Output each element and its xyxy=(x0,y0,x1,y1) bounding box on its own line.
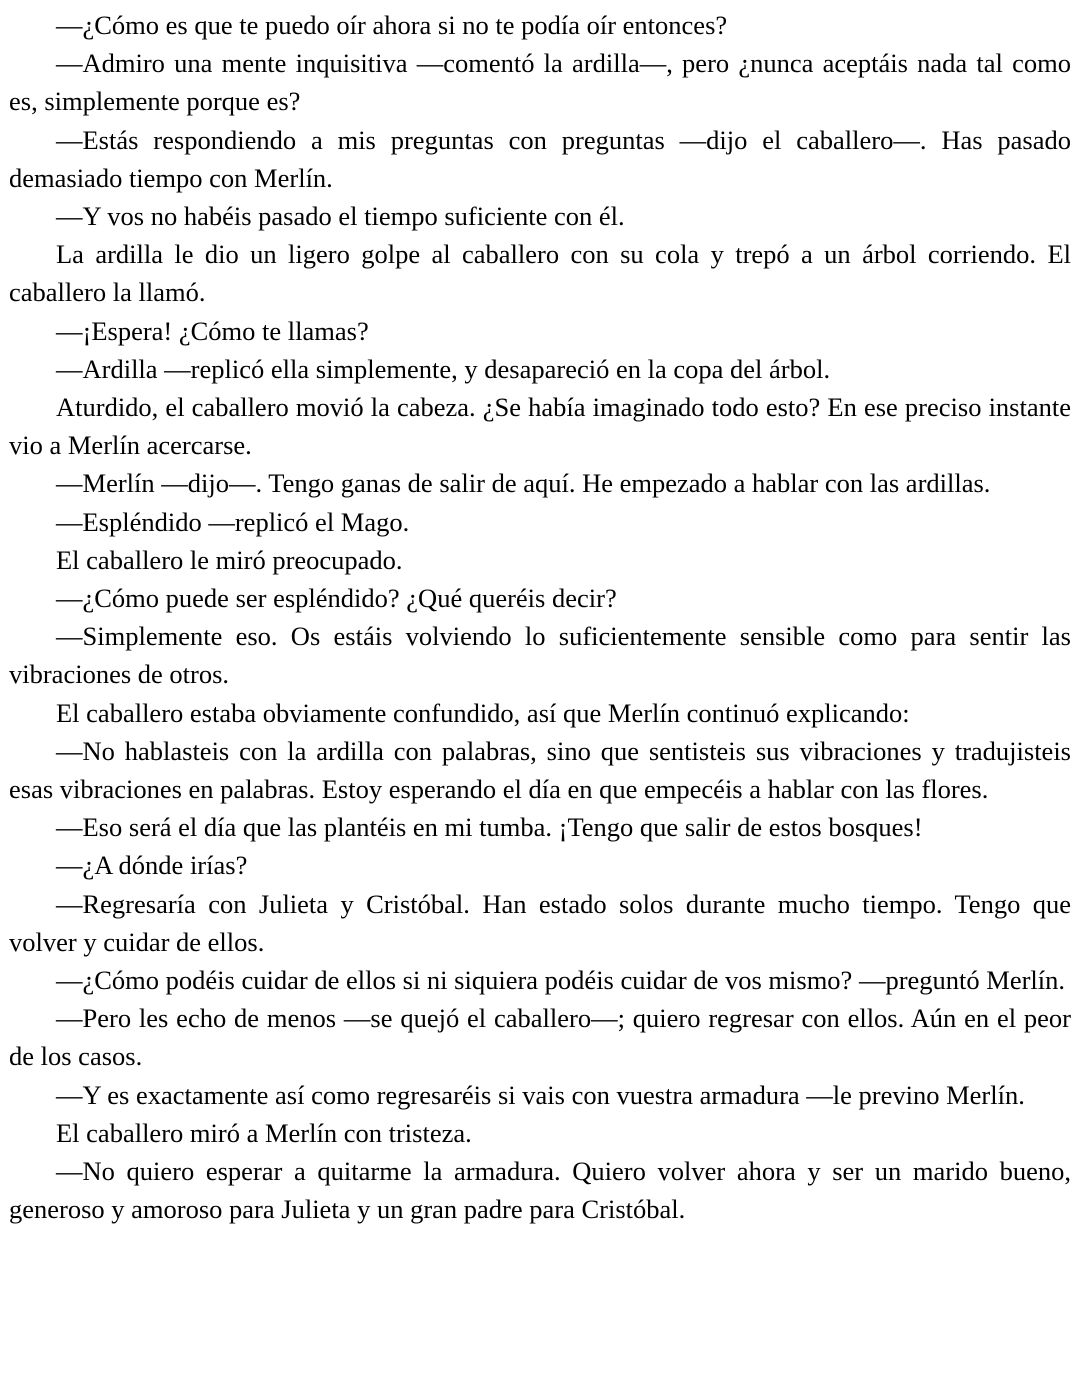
paragraph: —Eso será el día que las plantéis en mi tumba. ¡Tengo que salir de estos bosques! xyxy=(56,812,923,843)
paragraph: —¿Cómo es que te puedo oír ahora si no te podía oír entonces? xyxy=(56,10,728,40)
paragraph: —No quiero esperar a quitarme la armadura. Quiero volver ahora y ser un marido bueno, generoso y amoroso para Julieta y un gran padre para Cristóbal. xyxy=(9,1156,1071,1225)
paragraph: —Merlín —dijo—. Tengo ganas de salir de aquí. He empezado a hablar con las ardillas. xyxy=(56,468,991,499)
paragraph: —Y es exactamente así como regresaréis si vais con vuestra armadura —le previno Merlín. xyxy=(56,1079,1025,1110)
paragraph: —Y vos no habéis pasado el tiempo suficiente con él. xyxy=(56,201,625,232)
paragraph: —Pero les echo de menos —se quejó el caballero—; quiero regresar con ellos. Aún en el peor de los casos. xyxy=(9,1003,1071,1072)
paragraph: La ardilla le dio un ligero golpe al caballero con su cola y trepó a un árbol corriendo. El caballero la llamó. xyxy=(9,239,1071,308)
paragraph: —Espléndido —replicó el Mago. xyxy=(56,506,410,537)
paragraph: —Admiro una mente inquisitiva —comentó la ardilla—, pero ¿nunca aceptáis nada tal como es, simplemente porque es? xyxy=(9,48,1071,117)
paragraph: Aturdido, el caballero movió la cabeza. ¿Se había imaginado todo esto? En ese preciso instante vio a Merlín acercarse. xyxy=(9,392,1071,461)
paragraph: —Regresaría con Julieta y Cristóbal. Han estado solos durante mucho tiempo. Tengo que volver y cuidar de ellos. xyxy=(9,888,1071,957)
paragraph: El caballero estaba obviamente confundido, así que Merlín continuó explicando: xyxy=(56,697,910,728)
paragraph: —¿Cómo podéis cuidar de ellos si ni siquiera podéis cuidar de vos mismo? —preguntó Merlín. xyxy=(56,965,1066,996)
paragraph: —Simplemente eso. Os estáis volviendo lo suficientemente sensible como para sentir las vibraciones de otros. xyxy=(9,621,1071,690)
paragraph: —¿A dónde irías? xyxy=(56,850,248,881)
paragraph: —¡Espera! ¿Cómo te llamas? xyxy=(56,315,369,346)
paragraph: El caballero le miró preocupado. xyxy=(56,544,403,575)
paragraph: —Estás respondiendo a mis preguntas con preguntas —dijo el caballero—. Has pasado demasiado tiempo con Merlín. xyxy=(9,124,1071,193)
paragraph: El caballero miró a Merlín con tristeza. xyxy=(56,1117,472,1148)
document-page xyxy=(9,6,1071,1229)
paragraph: —No hablasteis con la ardilla con palabras, sino que sentisteis sus vibraciones y tradujisteis esas vibraciones en palabras. Estoy esperando el día en que empecéis a hablar con las flores. xyxy=(9,735,1071,805)
paragraph: —¿Cómo puede ser espléndido? ¿Qué queréis decir? xyxy=(56,583,617,614)
paragraph: —Ardilla —replicó ella simplemente, y desapareció en la copa del árbol. xyxy=(56,353,831,384)
